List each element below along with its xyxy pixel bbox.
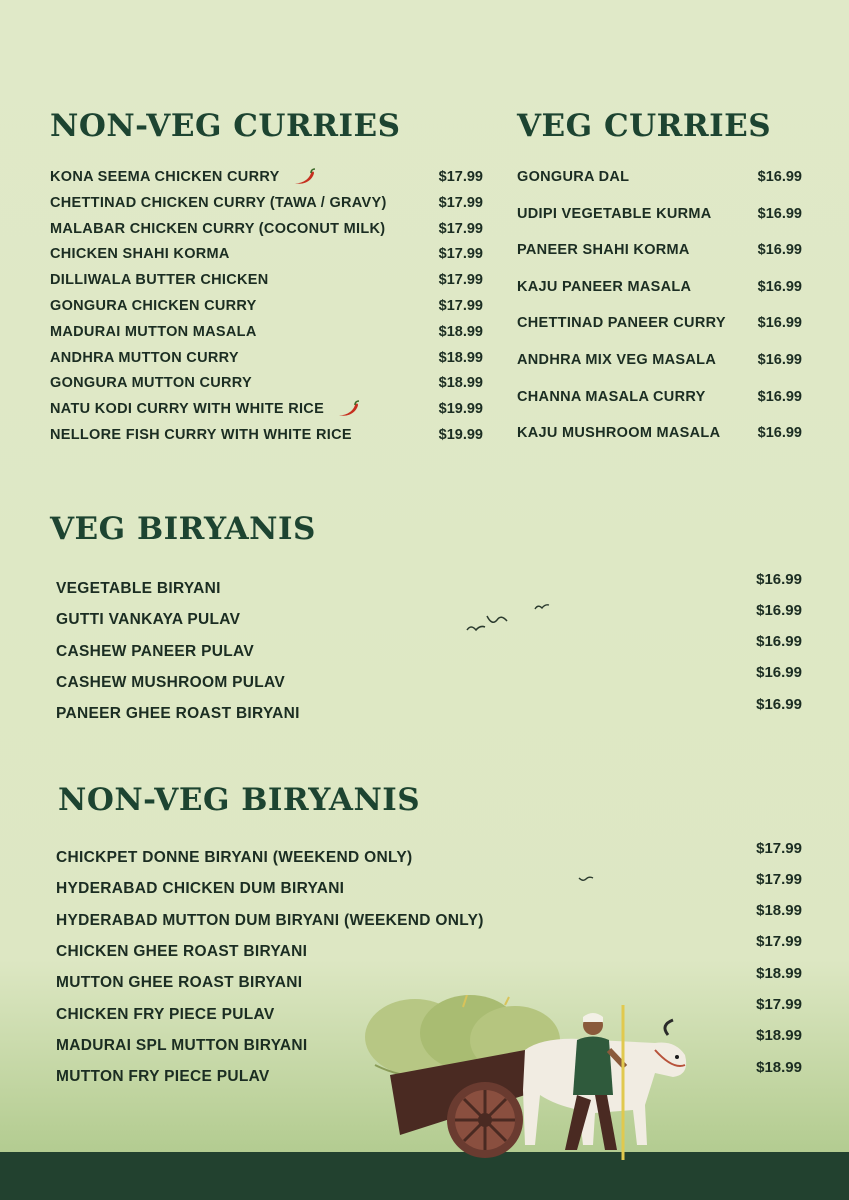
item-name: CHETTINAD CHICKEN CURRY (TAWA / GRAVY) [50,194,387,211]
item-name: ANDHRA MUTTON CURRY [50,349,239,366]
item-price: $17.99 [438,298,483,314]
menu-item [56,839,802,866]
menu-item [56,664,802,691]
item-name: GONGURA MUTTON CURRY [50,375,253,392]
menu-item [517,276,802,298]
menu-item [50,372,483,394]
menu-item [517,349,802,371]
menu-item [50,269,483,291]
menu-item [50,295,483,317]
menu-item [50,321,483,343]
menu-item [50,243,483,265]
item-price: $16.99 [756,601,802,619]
veg-biryanis-list [56,571,802,721]
item-name: PANEER SHAHI KORMA [517,242,690,259]
item-price: $16.99 [757,352,802,368]
item-name: MADURAI MUTTON MASALA [50,323,257,340]
bird-icon [534,602,550,612]
item-price: $19.99 [438,427,483,443]
item-name: GUTTI VANKAYA PULAV [56,611,241,629]
veg-biryanis-heading: VEG BIRYANIS [50,511,316,547]
chili-icon [292,168,316,186]
bird-icon [578,874,594,884]
item-price: $16.99 [756,695,802,713]
menu-item [517,239,802,261]
menu-item [50,218,483,240]
menu-item [50,347,483,369]
item-name: HYDERABAD CHICKEN DUM BIRYANI [56,880,345,898]
menu-item [50,424,483,446]
chili-icon [336,400,360,418]
item-price: $17.99 [756,933,802,951]
item-price: $18.99 [756,902,802,920]
item-name: NATU KODI CURRY WITH WHITE RICE [50,401,325,418]
item-price: $18.99 [756,1058,802,1076]
menu-item [50,398,483,420]
nonveg-biryanis-heading: NON-VEG BIRYANIS [58,782,421,818]
veg-curries-heading: VEG CURRIES [517,108,772,144]
item-name: CHICKEN FRY PIECE PULAV [56,1005,275,1023]
item-name: HYDERABAD MUTTON DUM BIRYANI (WEEKEND ONLY) [56,911,484,929]
nonveg-curries-list [50,166,483,446]
menu-item [56,601,802,629]
item-price: $17.99 [756,839,802,857]
item-price: $17.99 [438,169,483,185]
menu-item [56,933,802,960]
item-price: $19.99 [438,401,483,418]
menu-item [517,386,802,408]
item-name: MALABAR CHICKEN CURRY (COCONUT MILK) [50,220,386,237]
item-price: $17.99 [756,996,802,1013]
bird-icon [486,612,508,626]
item-name: MUTTON GHEE ROAST BIRYANI [56,974,303,992]
item-price: $16.99 [756,664,802,682]
item-name: CHICKEN SHAHI KORMA [50,246,230,263]
item-price: $17.99 [756,870,802,888]
menu-item [50,166,483,188]
item-price: $18.99 [756,964,802,982]
item-name: PANEER GHEE ROAST BIRYANI [56,705,300,723]
item-name: UDIPI VEGETABLE KURMA [517,205,712,222]
item-name: CASHEW MUSHROOM PULAV [56,673,286,691]
bird-icon [466,622,486,634]
item-price: $16.99 [756,633,802,651]
item-name: CHETTINAD PANEER CURRY [517,315,726,332]
menu-item [50,192,483,214]
item-name: MUTTON FRY PIECE PULAV [56,1068,270,1086]
item-price: $16.99 [757,278,802,295]
item-name: GONGURA CHICKEN CURRY [50,298,257,314]
bullock-cart-illustration [355,995,700,1165]
item-name: CHICKPET DONNE BIRYANI (WEEKEND ONLY) [56,849,413,866]
item-name: KONA SEEMA CHICKEN CURRY [50,169,280,185]
item-name: KAJU MUSHROOM MASALA [517,425,721,442]
menu-item [517,312,802,334]
item-name: ANDHRA MIX VEG MASALA [517,352,717,368]
item-price: $16.99 [757,169,802,185]
veg-curries-list [517,166,802,446]
item-price: $16.99 [757,425,802,442]
item-name: CHANNA MASALA CURRY [517,388,706,405]
menu-item [56,633,802,660]
item-price: $17.99 [438,272,483,289]
menu-item [56,964,802,992]
item-name: MADURAI SPL MUTTON BIRYANI [56,1036,308,1054]
nonveg-curries-heading: NON-VEG CURRIES [50,108,401,144]
item-price: $18.99 [438,375,483,392]
item-price: $16.99 [757,205,802,222]
menu-item [517,166,802,188]
item-name: CASHEW PANEER PULAV [56,642,255,660]
item-price: $16.99 [757,388,802,405]
item-name: VEGETABLE BIRYANI [56,580,221,597]
item-price: $18.99 [438,323,483,340]
menu-item [517,422,802,444]
item-price: $18.99 [438,349,483,366]
item-name: DILLIWALA BUTTER CHICKEN [50,272,269,289]
item-price: $16.99 [757,242,802,259]
menu-item [56,695,802,723]
item-name: NELLORE FISH CURRY WITH WHITE RICE [50,427,352,443]
item-name: GONGURA DAL [517,169,630,185]
menu-item [56,870,802,898]
item-price: $16.99 [756,570,802,588]
item-price: $18.99 [756,1027,802,1045]
item-name: KAJU PANEER MASALA [517,278,692,295]
item-price: $17.99 [438,220,483,237]
menu-item [517,203,802,225]
menu-item [56,570,802,597]
item-price: $17.99 [438,246,483,263]
item-price: $17.99 [438,194,483,211]
item-price: $16.99 [757,315,802,332]
menu-item [56,902,802,929]
item-name: CHICKEN GHEE ROAST BIRYANI [56,942,308,960]
